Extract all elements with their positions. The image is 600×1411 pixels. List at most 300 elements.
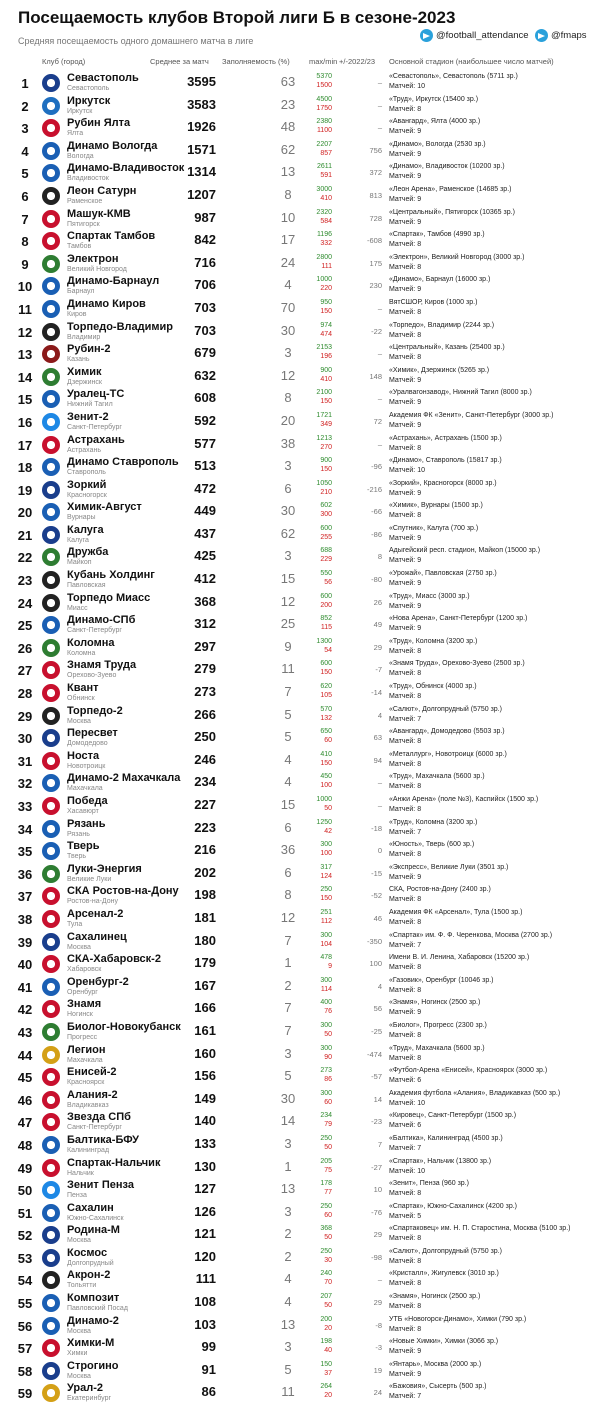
min-attendance: 115 xyxy=(320,624,332,632)
club-logo-icon xyxy=(42,232,60,250)
min-attendance: 410 xyxy=(320,194,332,202)
club-logo-icon xyxy=(42,774,60,792)
club-name: Носта xyxy=(67,749,100,762)
max-attendance: 150 xyxy=(320,1360,332,1368)
club-city: Великие Луки xyxy=(67,875,112,883)
max-attendance: 300 xyxy=(320,1044,332,1052)
club-name: Динамо-Владивосток xyxy=(67,162,185,175)
club-logo-icon xyxy=(42,390,60,408)
table-row xyxy=(0,411,600,434)
avg-attendance: 202 xyxy=(194,864,216,880)
avg-attendance: 513 xyxy=(194,458,216,474)
stadium-name: СКА, Ростов-на-Дону (2400 зр.) xyxy=(389,886,491,894)
max-attendance: 368 xyxy=(320,1225,332,1233)
table-row xyxy=(0,863,600,886)
min-attendance: 112 xyxy=(320,917,332,925)
max-attendance: 1300 xyxy=(316,637,332,645)
avg-attendance: 412 xyxy=(194,571,216,587)
table-row xyxy=(0,772,600,795)
min-attendance: 70 xyxy=(324,1279,332,1287)
table-row xyxy=(0,1382,600,1405)
stadium-name: «Авангард», Ялта (4000 зр.) xyxy=(389,118,481,126)
avg-attendance: 1314 xyxy=(187,164,216,180)
max-attendance: 207 xyxy=(320,1293,332,1301)
club-city: Дзержинск xyxy=(67,378,102,386)
table-row xyxy=(0,1360,600,1383)
diff-value: -350 xyxy=(366,936,382,946)
avg-attendance: 368 xyxy=(194,593,216,609)
table-row xyxy=(0,659,600,682)
avg-attendance: 297 xyxy=(194,638,216,654)
fill-percent: 4 xyxy=(284,751,292,767)
fill-percent: 3 xyxy=(284,1135,292,1151)
diff-value: – xyxy=(377,394,382,404)
stadium-name: «Знамя», Ногинск (2500 зр.) xyxy=(389,999,481,1007)
table-row xyxy=(0,1044,600,1067)
table-row xyxy=(0,953,600,976)
club-city: Калининград xyxy=(67,1146,110,1154)
avg-attendance: 703 xyxy=(194,322,216,338)
fill-percent: 4 xyxy=(284,774,292,790)
fill-percent: 8 xyxy=(284,186,292,202)
max-attendance: 450 xyxy=(320,773,332,781)
fill-percent: 15 xyxy=(280,571,296,587)
min-attendance: 150 xyxy=(320,307,332,315)
stadium-name: «Урожай», Павловская (2750 зр.) xyxy=(389,570,497,578)
max-attendance: 300 xyxy=(320,841,332,849)
matches-count: Матчей: 10 xyxy=(389,467,425,475)
table-row xyxy=(0,908,600,931)
stadium-name: Имени В. И. Ленина, Хабаровск (15200 зр.) xyxy=(389,954,530,962)
rank-cell: 41 xyxy=(17,979,33,995)
club-logo-icon xyxy=(42,1362,60,1380)
club-logo-icon xyxy=(42,323,60,341)
rank-cell: 28 xyxy=(17,686,33,702)
fill-percent: 13 xyxy=(280,1316,296,1332)
max-attendance: 317 xyxy=(320,863,332,871)
min-attendance: 100 xyxy=(320,782,332,790)
club-logo-icon xyxy=(42,503,60,521)
max-attendance: 650 xyxy=(320,728,332,736)
page-title: Посещаемость клубов Второй лиги Б в сезоне-2023 xyxy=(18,8,456,27)
club-city: Тула xyxy=(67,920,83,928)
max-attendance: 900 xyxy=(320,366,332,374)
stadium-name: «Экспресс», Великие Луки (3501 зр.) xyxy=(389,863,509,871)
table-row xyxy=(0,1315,600,1338)
club-name: Композит xyxy=(67,1292,120,1305)
min-attendance: 150 xyxy=(320,669,332,677)
club-logo-icon xyxy=(42,164,60,182)
rank-cell: 14 xyxy=(17,369,33,385)
avg-attendance: 437 xyxy=(194,525,216,541)
max-attendance: 251 xyxy=(320,908,332,916)
matches-count: Матчей: 7 xyxy=(389,1393,422,1401)
club-name: Динамо-Барнаул xyxy=(67,275,160,288)
stadium-name: «Анжи Арена» (поле №3), Каспийск (1500 зр.) xyxy=(389,796,539,803)
fill-percent: 9 xyxy=(284,638,292,654)
min-attendance: 9 xyxy=(328,963,332,971)
diff-value: 756 xyxy=(369,145,382,155)
max-attendance: 950 xyxy=(320,298,332,306)
max-attendance: 620 xyxy=(320,683,332,691)
stadium-name: Академия ФК «Зенит», Санкт-Петербург (3000 зр.) xyxy=(389,411,554,419)
matches-count: Матчей: 8 xyxy=(389,1054,422,1062)
club-logo-icon xyxy=(42,481,60,499)
stadium-name: «Авангард», Домодедово (5503 зр.) xyxy=(389,728,505,736)
telegram-link-attendance[interactable] xyxy=(420,29,529,42)
min-attendance: 90 xyxy=(324,1053,332,1061)
rank-cell: 23 xyxy=(17,573,33,589)
avg-attendance: 608 xyxy=(194,390,216,406)
min-attendance: 255 xyxy=(320,533,332,541)
diff-value: -80 xyxy=(371,575,382,585)
min-attendance: 60 xyxy=(324,1098,332,1106)
diff-value: -27 xyxy=(371,1162,382,1172)
stadium-name: «Спартаковец» им. Н. П. Старостина, Москва (5100 зр.) xyxy=(389,1225,571,1233)
diff-value: -474 xyxy=(366,1049,382,1059)
club-city: Пятигорск xyxy=(67,220,100,228)
max-attendance: 273 xyxy=(320,1067,332,1075)
rank-cell: 51 xyxy=(17,1205,33,1221)
telegram-link-fmaps[interactable] xyxy=(535,29,587,42)
diff-value: -3 xyxy=(375,1343,382,1353)
fill-percent: 30 xyxy=(280,503,296,519)
min-attendance: 474 xyxy=(320,330,332,338)
club-city: Южно-Сахалинск xyxy=(67,1214,124,1222)
club-logo-icon xyxy=(42,752,60,770)
stadium-name: «Динамо», Ставрополь (15817 зр.) xyxy=(389,457,502,465)
club-city: Ногинск xyxy=(67,1011,93,1019)
club-city: Раменское xyxy=(67,197,103,205)
club-city: Вурнары xyxy=(67,514,96,522)
avg-attendance: 632 xyxy=(194,367,216,383)
avg-attendance: 149 xyxy=(194,1090,216,1106)
club-name: Спартак Тамбов xyxy=(67,230,156,243)
diff-value: -18 xyxy=(371,823,382,833)
matches-count: Матчей: 9 xyxy=(389,1348,422,1356)
club-name: Динамо Вологда xyxy=(67,139,158,152)
matches-count: Матчей: 8 xyxy=(389,1257,422,1265)
table-row xyxy=(0,1179,600,1202)
club-name: Иркутск xyxy=(67,94,111,107)
club-city: Москва xyxy=(67,1372,91,1380)
club-name: Химки-М xyxy=(67,1337,115,1350)
club-city: Павловская xyxy=(67,582,106,590)
max-attendance: 240 xyxy=(320,1270,332,1278)
max-attendance: 1000 xyxy=(316,796,332,803)
fill-percent: 7 xyxy=(284,1022,292,1038)
fill-percent: 62 xyxy=(280,141,296,157)
table-row xyxy=(0,456,600,479)
rank-cell: 4 xyxy=(21,143,29,159)
diff-value: 14 xyxy=(373,1094,382,1104)
club-logo-icon xyxy=(42,413,60,431)
fill-percent: 6 xyxy=(284,864,292,880)
max-attendance: 5370 xyxy=(316,73,332,80)
matches-count: Матчей: 7 xyxy=(389,941,422,949)
fill-percent: 2 xyxy=(284,1248,292,1264)
table-row xyxy=(0,998,600,1021)
max-attendance: 2380 xyxy=(316,118,332,126)
avg-attendance: 161 xyxy=(194,1022,216,1038)
club-name: Сахалинец xyxy=(67,930,127,943)
rank-cell: 56 xyxy=(17,1318,33,1334)
stadium-name: «Спартак», Южно-Сахалинск (4200 зр.) xyxy=(389,1202,518,1210)
min-attendance: 300 xyxy=(320,511,332,519)
club-city: Махачкала xyxy=(67,1056,103,1064)
diff-value: – xyxy=(377,123,382,133)
table-row xyxy=(0,1337,600,1360)
fill-percent: 3 xyxy=(284,345,292,361)
avg-attendance: 198 xyxy=(194,887,216,903)
diff-value: 10 xyxy=(373,1185,382,1195)
club-city: Москва xyxy=(67,1237,91,1245)
stadium-name: «Салют», Долгопрудный (5750 зр.) xyxy=(389,705,502,713)
avg-attendance: 166 xyxy=(194,1000,216,1016)
matches-count: Матчей: 8 xyxy=(389,263,422,271)
diff-value: – xyxy=(377,778,382,788)
table-row xyxy=(0,1134,600,1157)
club-name: Астрахань xyxy=(67,433,125,446)
min-attendance: 76 xyxy=(324,1008,332,1016)
max-attendance: 300 xyxy=(320,976,332,984)
fill-percent: 6 xyxy=(284,819,292,835)
matches-count: Матчей: 8 xyxy=(389,331,422,339)
stadium-name: ВятСШОР, Киров (1000 зр.) xyxy=(389,298,478,306)
rank-cell: 52 xyxy=(17,1228,33,1244)
club-name: Квант xyxy=(67,682,99,695)
club-logo-icon xyxy=(42,1384,60,1402)
club-name: Луки-Энергия xyxy=(67,862,142,875)
table-row xyxy=(0,931,600,954)
club-logo-icon xyxy=(42,594,60,612)
min-attendance: 20 xyxy=(324,1324,332,1332)
club-logo-icon xyxy=(42,277,60,295)
rank-cell: 25 xyxy=(17,618,33,634)
club-name: Сахалин xyxy=(67,1201,114,1214)
matches-count: Матчей: 8 xyxy=(389,1235,422,1243)
rank-cell: 36 xyxy=(17,866,33,882)
stadium-name: «Труд», Коломна (3200 зр.) xyxy=(389,818,478,826)
club-name: Торпедо-Владимир xyxy=(67,320,174,333)
club-logo-icon xyxy=(42,255,60,273)
max-attendance: 250 xyxy=(320,886,332,894)
fill-percent: 13 xyxy=(280,164,296,180)
club-name: Торпедо-2 xyxy=(67,704,123,717)
rank-cell: 1 xyxy=(21,76,29,91)
rank-cell: 43 xyxy=(17,1024,33,1040)
rank-cell: 2 xyxy=(21,98,29,114)
max-attendance: 300 xyxy=(320,931,332,939)
stadium-name: «Труд», Обнинск (4000 зр.) xyxy=(389,683,477,691)
diff-value: 0 xyxy=(377,846,382,856)
club-city: Прогресс xyxy=(67,1033,98,1041)
min-attendance: 591 xyxy=(320,172,332,180)
club-logo-icon xyxy=(42,820,60,838)
matches-count: Матчей: 8 xyxy=(389,1280,422,1288)
diff-value: – xyxy=(377,100,382,110)
club-logo-icon xyxy=(42,300,60,318)
min-attendance: 60 xyxy=(324,737,332,745)
stadium-name: «Футбол-Арена «Енисей», Красноярск (3000 зр.) xyxy=(389,1067,548,1075)
min-attendance: 20 xyxy=(324,1392,332,1400)
avg-attendance: 3595 xyxy=(187,74,216,89)
table-row xyxy=(0,434,600,457)
club-city: Тверь xyxy=(67,853,87,861)
stadium-name: «Труд», Махачкала (5600 зр.) xyxy=(389,773,485,781)
stadium-name: «Балтика», Калининград (4500 зр.) xyxy=(389,1134,503,1142)
club-logo-icon xyxy=(42,1046,60,1064)
club-logo-icon xyxy=(42,955,60,973)
club-logo-icon xyxy=(42,1159,60,1177)
avg-attendance: 679 xyxy=(194,345,216,361)
stadium-name: «Химик», Дзержинск (5265 зр.) xyxy=(389,366,490,374)
club-logo-icon xyxy=(42,436,60,454)
fill-percent: 7 xyxy=(284,1000,292,1016)
table-row xyxy=(0,840,600,863)
club-logo-icon xyxy=(42,1068,60,1086)
club-logo-icon xyxy=(42,526,60,544)
club-city: Долгопрудный xyxy=(67,1259,114,1267)
max-attendance: 1196 xyxy=(316,231,332,239)
club-name: Знамя xyxy=(67,998,102,1011)
matches-count: Матчей: 7 xyxy=(389,715,422,723)
stadium-name: «Спартак» им. Ф. Ф. Черенкова, Москва (2700 зр.) xyxy=(389,931,553,939)
club-city: Коломна xyxy=(67,649,96,657)
telegram-icon xyxy=(535,29,548,42)
rank-cell: 9 xyxy=(21,256,29,272)
max-attendance: 1721 xyxy=(316,411,332,419)
club-logo-icon xyxy=(42,187,60,205)
table-row xyxy=(0,614,600,637)
diff-value: – xyxy=(377,1275,382,1285)
diff-value: -15 xyxy=(371,868,382,878)
club-name: Знамя Труда xyxy=(67,659,137,672)
club-logo-icon xyxy=(42,978,60,996)
min-attendance: 100 xyxy=(320,850,332,858)
stadium-name: «Новые Химки», Химки (3066 зр.) xyxy=(389,1338,499,1346)
rank-cell: 29 xyxy=(17,708,33,724)
fill-percent: 20 xyxy=(280,412,296,428)
club-logo-icon xyxy=(42,74,60,92)
club-city: Павловский Посад xyxy=(67,1305,128,1313)
max-attendance: 4500 xyxy=(316,95,332,103)
club-name: Рязань xyxy=(67,817,106,830)
matches-count: Матчей: 8 xyxy=(389,851,422,859)
club-name: Зенит-2 xyxy=(67,410,109,423)
stadium-name: «Спартак», Нальчик (13800 зр.) xyxy=(389,1157,492,1165)
club-logo-icon xyxy=(42,1226,60,1244)
matches-count: Матчей: 6 xyxy=(389,1077,422,1085)
avg-attendance: 181 xyxy=(194,909,216,925)
table-row xyxy=(0,1111,600,1134)
club-name: Химик-Август xyxy=(67,501,142,514)
matches-count: Матчей: 8 xyxy=(389,760,422,768)
table-row xyxy=(0,750,600,773)
page-subtitle: Средняя посещаемость одного домашнего матча в лиге xyxy=(18,36,254,46)
min-attendance: 150 xyxy=(320,759,332,767)
diff-value: – xyxy=(377,303,382,313)
avg-attendance: 279 xyxy=(194,661,216,677)
table-row xyxy=(0,795,600,818)
fill-percent: 3 xyxy=(284,1203,292,1219)
fill-percent: 30 xyxy=(280,322,296,338)
rank-cell: 34 xyxy=(17,821,33,837)
max-attendance: 478 xyxy=(320,954,332,962)
club-name: Машук-КМВ xyxy=(67,207,131,220)
diff-value: 372 xyxy=(369,168,382,178)
club-city: Майкоп xyxy=(67,559,92,567)
club-city: Владивосток xyxy=(67,175,109,183)
min-attendance: 75 xyxy=(324,1166,332,1174)
min-attendance: 124 xyxy=(320,872,332,880)
fill-percent: 5 xyxy=(284,706,292,722)
rank-cell: 54 xyxy=(17,1273,33,1289)
min-attendance: 150 xyxy=(320,466,332,474)
rank-cell: 15 xyxy=(17,392,33,408)
diff-value: 72 xyxy=(373,416,382,426)
matches-count: Матчей: 9 xyxy=(389,376,422,384)
max-attendance: 400 xyxy=(320,999,332,1007)
avg-attendance: 449 xyxy=(194,503,216,519)
table-row xyxy=(0,95,600,118)
header-fill: Заполняемость (%) xyxy=(222,57,290,66)
club-logo-icon xyxy=(42,142,60,160)
diff-value: 56 xyxy=(373,1004,382,1014)
club-logo-icon xyxy=(42,616,60,634)
club-name: Легион xyxy=(67,1043,106,1056)
table-row xyxy=(0,208,600,231)
stadium-name: «Бажовия», Сысерть (500 зр.) xyxy=(389,1383,487,1391)
rank-cell: 50 xyxy=(17,1183,33,1199)
avg-attendance: 425 xyxy=(194,548,216,564)
diff-value: 46 xyxy=(373,913,382,923)
club-city: Красноярск xyxy=(67,1079,105,1087)
min-attendance: 104 xyxy=(320,940,332,948)
max-attendance: 2100 xyxy=(316,389,332,397)
min-attendance: 1750 xyxy=(316,104,332,112)
fill-percent: 1 xyxy=(284,1158,292,1174)
club-logo-icon xyxy=(42,97,60,115)
avg-attendance: 127 xyxy=(194,1181,216,1197)
max-attendance: 2153 xyxy=(316,344,332,352)
club-name: Енисей-2 xyxy=(67,1066,117,1079)
header-stadium: Основной стадион (наибольшее число матчей) xyxy=(389,57,554,66)
max-attendance: 1000 xyxy=(316,276,332,284)
stadium-name: «Уралвагонзавод», Нижний Тагил (8000 зр.) xyxy=(389,389,532,397)
rank-cell: 53 xyxy=(17,1250,33,1266)
fill-percent: 10 xyxy=(280,209,296,225)
max-attendance: 250 xyxy=(320,1247,332,1255)
stadium-name: «Центральный», Казань (25400 зр.) xyxy=(389,344,505,352)
max-attendance: 570 xyxy=(320,705,332,713)
matches-count: Матчей: 9 xyxy=(389,399,422,407)
fill-percent: 15 xyxy=(280,797,296,812)
club-logo-icon xyxy=(42,210,60,228)
club-name: Алания-2 xyxy=(67,1088,118,1101)
rank-cell: 37 xyxy=(17,889,33,905)
club-name: Акрон-2 xyxy=(67,1269,111,1282)
avg-attendance: 223 xyxy=(194,819,216,835)
max-attendance: 264 xyxy=(320,1383,332,1391)
avg-attendance: 577 xyxy=(194,435,216,451)
stadium-name: «Знамя», Ногинск (2500 зр.) xyxy=(389,1293,481,1301)
rank-cell: 46 xyxy=(17,1092,33,1108)
stadium-name: «Динамо», Барнаул (16000 зр.) xyxy=(389,276,491,284)
diff-value: 26 xyxy=(373,597,382,607)
max-attendance: 2611 xyxy=(316,163,332,171)
max-attendance: 550 xyxy=(320,570,332,578)
